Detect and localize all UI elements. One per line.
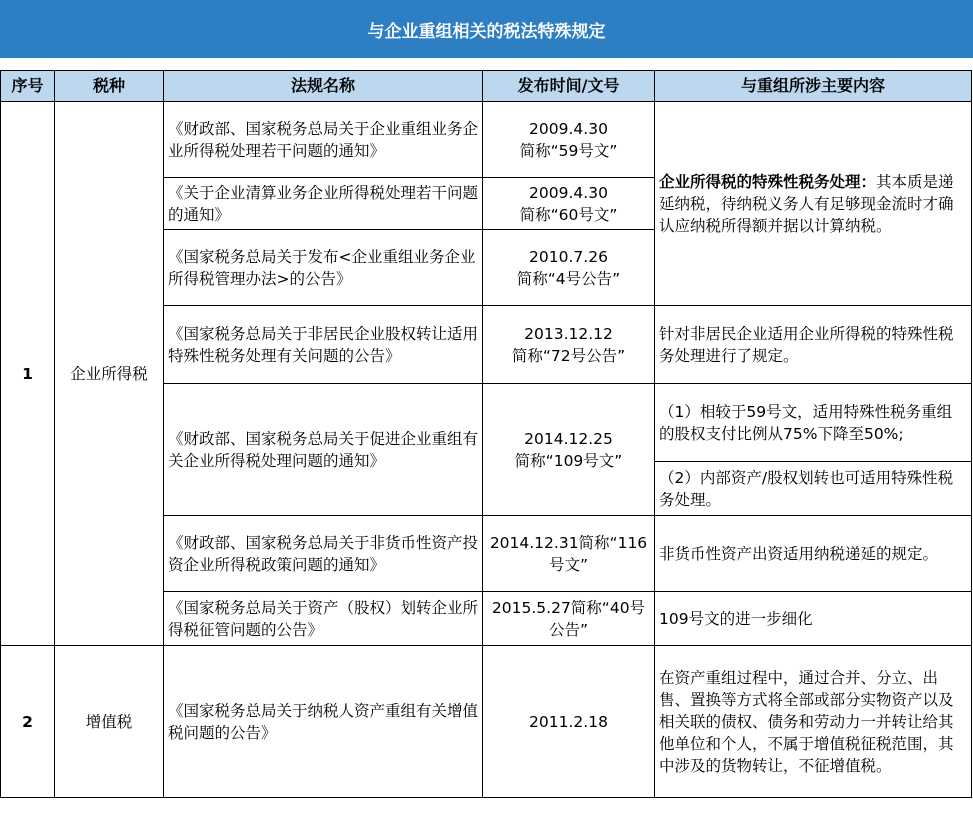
regulation-date: 2011.2.18 [483,646,655,798]
content-cell: （1）相较于59号文，适用特殊性税务重组的股权支付比例从75%下降至50%; [655,384,972,462]
content-cell [655,102,972,306]
content-highlight: 企业所得税的特殊性税务处理： [659,172,877,191]
regulation-date: 2014.12.25 简称“109号文” [483,384,655,516]
table-row [1,646,972,798]
regulation-date: 2014.12.31简称“116号文” [483,516,655,592]
table-row [1,102,972,178]
row-number: 1 [1,102,55,646]
header-regulation: 法规名称 [164,71,483,102]
content-cell: 109号文的进一步细化 [655,592,972,646]
row-number: 2 [1,646,55,798]
header-no: 序号 [1,71,55,102]
regulation-date: 2009.4.30 简称“59号文” [483,102,655,178]
header-date: 发布时间/文号 [483,71,655,102]
regulation-name: 《关于企业清算业务企业所得税处理若干问题的通知》 [164,178,483,230]
content-cell: 在资产重组过程中，通过合并、分立、出售、置换等方式将全部或部分实物资产以及相关联的债权、债务和劳动力一并转让给其他单位和个人，不属于增值税征税范围，其中涉及的货物转让，不征增值税。 [655,646,972,798]
tax-type: 增值税 [55,646,164,798]
content-cell: 针对非居民企业适用企业所得税的特殊性税务处理进行了规定。 [655,306,972,384]
regulation-name: 《国家税务总局关于纳税人资产重组有关增值税问题的公告》 [164,646,483,798]
regulations-table [0,70,972,798]
table-title: 与企业重组相关的税法特殊规定 [0,0,973,58]
regulation-name: 《国家税务总局关于发布<企业重组业务企业所得税管理办法>的公告》 [164,230,483,306]
header-tax: 税种 [55,71,164,102]
regulation-name: 《国家税务总局关于资产（股权）划转企业所得税征管问题的公告》 [164,592,483,646]
regulation-date: 2010.7.26 简称“4号公告” [483,230,655,306]
header-content: 与重组所涉主要内容 [655,71,972,102]
header-row [1,71,972,102]
content-cell: （2）内部资产/股权划转也可适用特殊性税务处理。 [655,462,972,516]
regulation-date: 2015.5.27简称“40号公告” [483,592,655,646]
regulation-name: 《财政部、国家税务总局关于非货币性资产投资企业所得税政策问题的通知》 [164,516,483,592]
regulation-date: 2013.12.12 简称“72号公告” [483,306,655,384]
content-cell: 非货币性资产出资适用纳税递延的规定。 [655,516,972,592]
tax-type: 企业所得税 [55,102,164,646]
regulation-name: 《国家税务总局关于非居民企业股权转让适用特殊性税务处理有关问题的公告》 [164,306,483,384]
content-text: 其本质是递延纳税，待纳税义务人有足够现金流时才确认应纳税所得额并据以计算纳税。 [659,172,954,235]
regulation-name: 《财政部、国家税务总局关于促进企业重组有关企业所得税处理问题的通知》 [164,384,483,516]
regulation-date: 2009.4.30 简称“60号文” [483,178,655,230]
regulation-name: 《财政部、国家税务总局关于企业重组业务企业所得税处理若干问题的通知》 [164,102,483,178]
